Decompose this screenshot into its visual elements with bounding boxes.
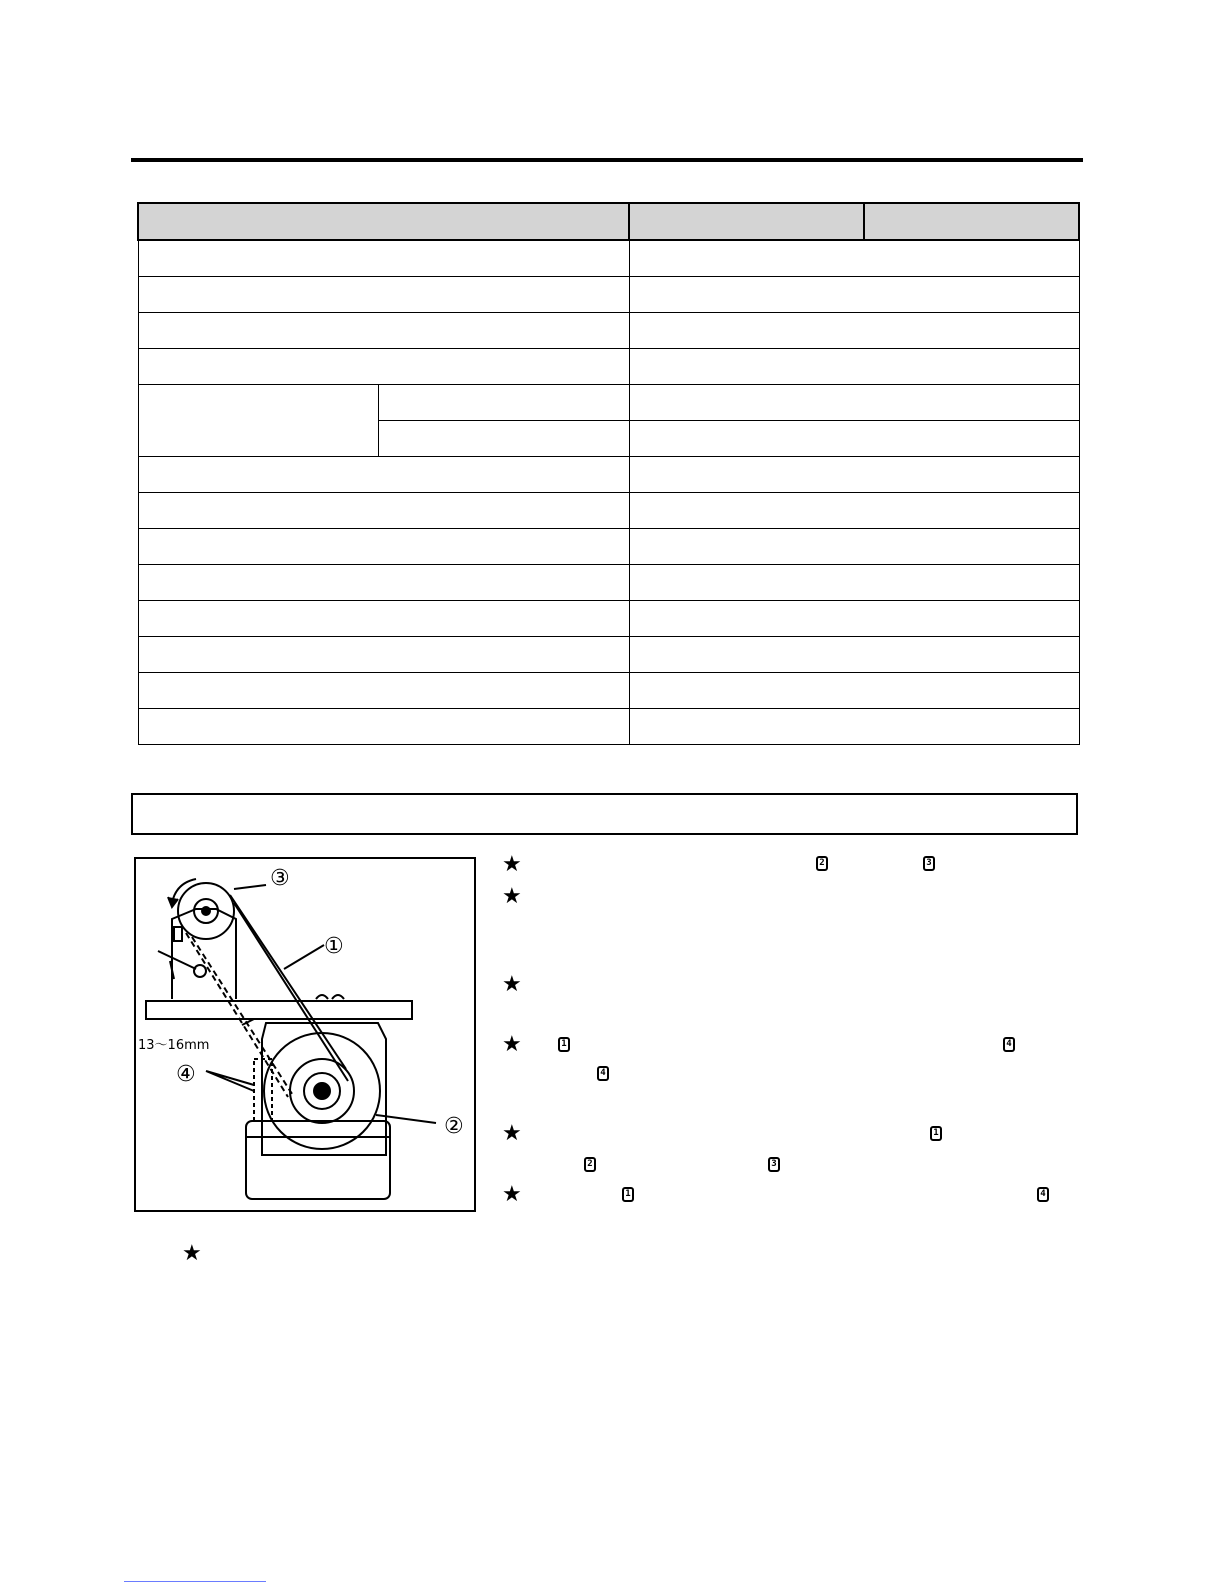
table-cell bbox=[138, 601, 629, 637]
table-cell bbox=[629, 529, 1079, 565]
instruction-bullet: ★ bbox=[502, 884, 522, 909]
part-ref-mark: 1 bbox=[930, 1126, 942, 1141]
table-cell bbox=[629, 493, 1079, 529]
instruction-bullet: ★ bbox=[182, 1241, 202, 1266]
table-cell bbox=[138, 240, 629, 277]
belt-right-line-2 bbox=[234, 903, 348, 1081]
table-cell bbox=[138, 277, 629, 313]
hand-wheel-grip bbox=[174, 927, 182, 941]
table-cell bbox=[138, 313, 629, 349]
table-row bbox=[138, 673, 1079, 709]
part-ref-mark: 4 bbox=[1037, 1187, 1049, 1202]
table-row bbox=[138, 240, 1079, 277]
instruction-bullet: ★ bbox=[502, 852, 522, 877]
upper-pulley-center bbox=[202, 907, 210, 915]
dimension-label: 13〜16mm bbox=[138, 1038, 210, 1053]
callout-4: ④ bbox=[176, 1062, 196, 1087]
table-row bbox=[138, 709, 1079, 745]
motor-base bbox=[246, 1121, 390, 1199]
instruction-bullet: ★ bbox=[502, 972, 522, 997]
table-cell bbox=[138, 565, 629, 601]
lever-pivot bbox=[194, 965, 206, 977]
table-cell bbox=[629, 240, 1079, 277]
table-cell bbox=[629, 349, 1079, 385]
table-cell bbox=[629, 313, 1079, 349]
table-cell bbox=[629, 457, 1079, 493]
rotation-arrowhead bbox=[168, 897, 178, 907]
table-row bbox=[138, 457, 1079, 493]
table-top bbox=[146, 1001, 412, 1019]
table-row bbox=[138, 349, 1079, 385]
table-header-row bbox=[138, 203, 1079, 240]
table-cell bbox=[138, 637, 629, 673]
callout-1: ① bbox=[324, 934, 344, 959]
table-cell bbox=[629, 385, 1079, 421]
footer-link-underline bbox=[124, 1581, 266, 1582]
part-ref-mark: 1 bbox=[558, 1037, 570, 1052]
header-cell bbox=[138, 203, 629, 240]
table-cell bbox=[629, 673, 1079, 709]
part-ref-mark: 1 bbox=[622, 1187, 634, 1202]
header-cell bbox=[864, 203, 1079, 240]
header-cell bbox=[629, 203, 864, 240]
table-row bbox=[138, 565, 1079, 601]
table-bolts bbox=[316, 995, 344, 999]
table-cell bbox=[629, 709, 1079, 745]
table-row bbox=[138, 637, 1079, 673]
motor-pulley-center bbox=[314, 1083, 330, 1099]
instruction-bullet: ★ bbox=[502, 1032, 522, 1057]
table-cell bbox=[629, 565, 1079, 601]
table-cell bbox=[629, 421, 1079, 457]
specification-table bbox=[137, 202, 1080, 745]
part-ref-mark: 2 bbox=[584, 1157, 596, 1172]
instruction-bullet: ★ bbox=[502, 1182, 522, 1207]
table-row bbox=[138, 601, 1079, 637]
table-cell bbox=[138, 385, 378, 457]
table-row bbox=[138, 493, 1079, 529]
table-cell bbox=[138, 529, 629, 565]
callout-3: ③ bbox=[270, 866, 290, 891]
table-cell bbox=[138, 493, 629, 529]
table-cell bbox=[629, 601, 1079, 637]
instruction-bullet: ★ bbox=[502, 1121, 522, 1146]
table-cell bbox=[378, 421, 629, 457]
machine-illustration bbox=[136, 859, 474, 1210]
section-heading-box bbox=[131, 793, 1078, 835]
table-cell bbox=[138, 673, 629, 709]
table-row bbox=[138, 313, 1079, 349]
part-ref-mark: 3 bbox=[923, 856, 935, 871]
table-cell bbox=[138, 709, 629, 745]
table-cell bbox=[138, 457, 629, 493]
machine-lever bbox=[158, 951, 196, 979]
callout-1-leader bbox=[284, 945, 324, 969]
part-ref-mark: 2 bbox=[816, 856, 828, 871]
table-row bbox=[138, 529, 1079, 565]
table-row bbox=[138, 277, 1079, 313]
top-rule bbox=[131, 158, 1083, 162]
table-cell bbox=[629, 637, 1079, 673]
callout-2: ② bbox=[444, 1114, 464, 1139]
table-cell bbox=[629, 277, 1079, 313]
callout-4-leader bbox=[206, 1071, 254, 1091]
part-ref-mark: 4 bbox=[1003, 1037, 1015, 1052]
table-cell bbox=[138, 349, 629, 385]
table-row bbox=[138, 385, 1079, 421]
part-ref-mark: 4 bbox=[597, 1066, 609, 1081]
belt-installation-figure bbox=[134, 857, 476, 1212]
part-ref-mark: 3 bbox=[768, 1157, 780, 1172]
table-cell bbox=[378, 385, 629, 421]
belt-left-line-2 bbox=[192, 937, 294, 1097]
callout-3-leader bbox=[234, 885, 266, 889]
